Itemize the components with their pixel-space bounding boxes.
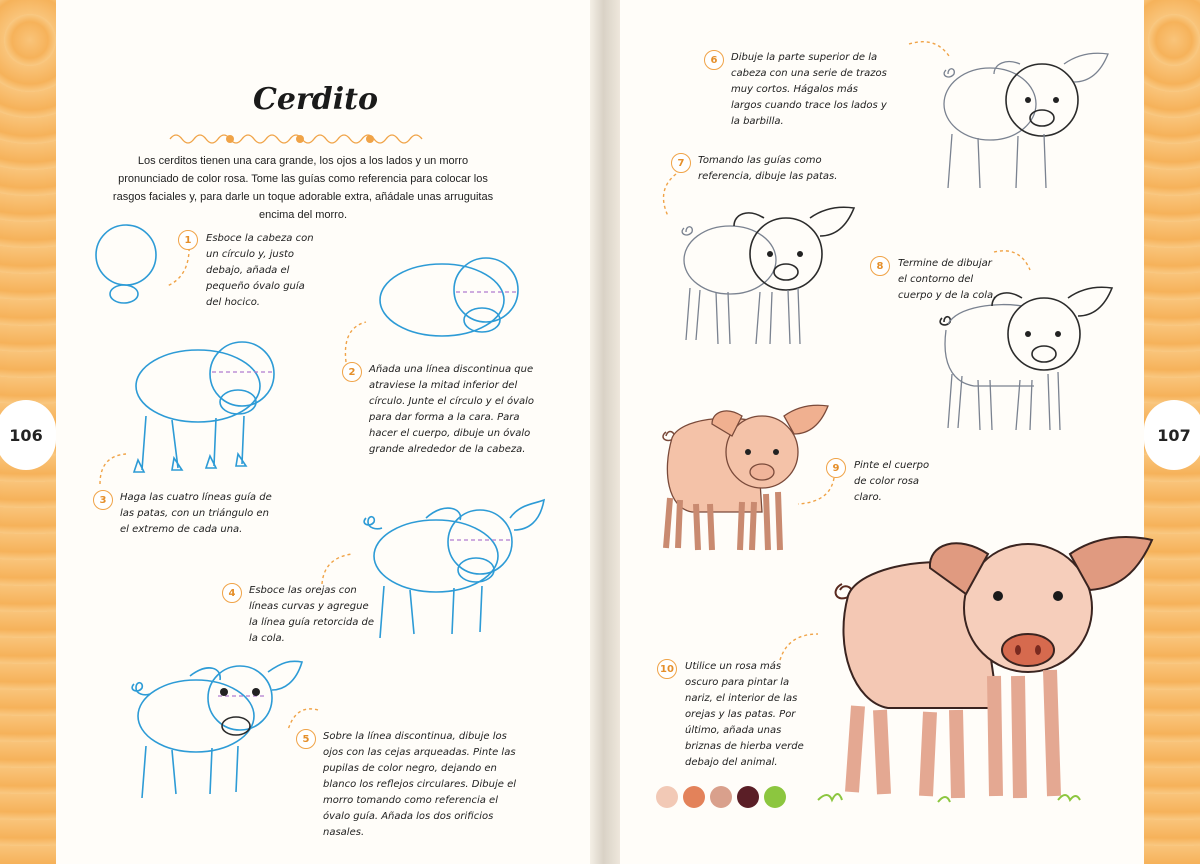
step-10-number: 10 <box>657 659 677 679</box>
step-4-sketch <box>360 494 540 644</box>
step-7-number: 7 <box>671 153 691 173</box>
step-6-sketch <box>938 42 1108 192</box>
step-3-sketch <box>132 330 282 480</box>
step-4-arrow <box>318 548 358 588</box>
step-2-sketch <box>378 250 528 340</box>
book-gutter <box>590 0 620 864</box>
step-3-number: 3 <box>93 490 113 510</box>
palette-swatch <box>737 786 759 808</box>
step-8-text: Termine de dibujar el contorno del cuerpo y de la cola. <box>898 258 997 301</box>
ornament-divider <box>170 132 430 146</box>
intro-paragraph: Los cerditos tienen una cara grande, los ojos a los lados y un morro pronunciado de color rosa. Tome las guías como referencia para colocar los rasgos faciales y, para darle un toque adorable extra, añádale unas arruguitas encima del morro. <box>112 155 494 221</box>
step-7-text: Tomando las guías como referencia, dibuje las patas. <box>698 155 838 182</box>
page-number-left: 106 <box>0 400 56 470</box>
step-8-arrow <box>990 246 1040 276</box>
step-9-number: 9 <box>826 458 846 478</box>
step-1-text: Esboce la cabeza con un círculo y, justo debajo, añada el pequeño óvalo guía del hocico. <box>206 233 314 308</box>
step-5-number: 5 <box>296 729 316 749</box>
palette-swatch <box>656 786 678 808</box>
step-9-text: Pinte el cuerpo de color rosa claro. <box>854 460 930 503</box>
step-2-arrow <box>340 318 370 368</box>
step-3-text: Haga las cuatro líneas guía de las patas, con un triángulo en el extremo de cada una. <box>120 492 272 535</box>
step-2-text: Añada una línea discontinua que atraviese la mitad inferior del círculo. Junte el círculo y el óvalo para dar forma a la cara. Para hacer el cuerpo, dibuje un óvalo grande alrededor de la cabeza. <box>369 364 535 455</box>
step-2-number: 2 <box>342 362 362 382</box>
step-8-number: 8 <box>870 256 890 276</box>
step-1-sketch <box>92 222 172 312</box>
step-9-arrow <box>794 474 844 514</box>
step-6-text: Dibuje la parte superior de la cabeza con una serie de trazos muy cortos. Hágalos más largos cuando trace los lados y la barbilla. <box>731 52 887 127</box>
step-8-sketch <box>934 284 1104 434</box>
step-5-text: Sobre la línea discontinua, dibuje los ojos con las cejas arqueadas. Pinte las pupilas de color negro, dejando en blanco los reflejos circulares. Dibuje el morro tomando como referencia el óvalo guía. Añada los dos orificios nasales. <box>323 731 516 838</box>
step-6-number: 6 <box>704 50 724 70</box>
page-number-right: 107 <box>1144 400 1200 470</box>
step-4-number: 4 <box>222 583 242 603</box>
step-10-pig-final <box>818 530 1148 810</box>
step-10-text: Utilice un rosa más oscuro para pintar la nariz, el interior de las orejas y las patas. Por último, añada unas briznas de hierba verde debajo del animal. <box>685 661 804 768</box>
step-3-arrow <box>94 448 134 488</box>
palette-swatch <box>764 786 786 808</box>
palette-swatch <box>683 786 705 808</box>
step-4-text: Esboce las orejas con líneas curvas y agregue la línea guía retorcida de la cola. <box>249 585 375 644</box>
palette-swatch <box>710 786 732 808</box>
page-title: Cerdito <box>253 82 379 117</box>
step-5-sketch <box>128 654 308 804</box>
step-7-sketch <box>676 200 856 350</box>
step-1-number: 1 <box>178 230 198 250</box>
